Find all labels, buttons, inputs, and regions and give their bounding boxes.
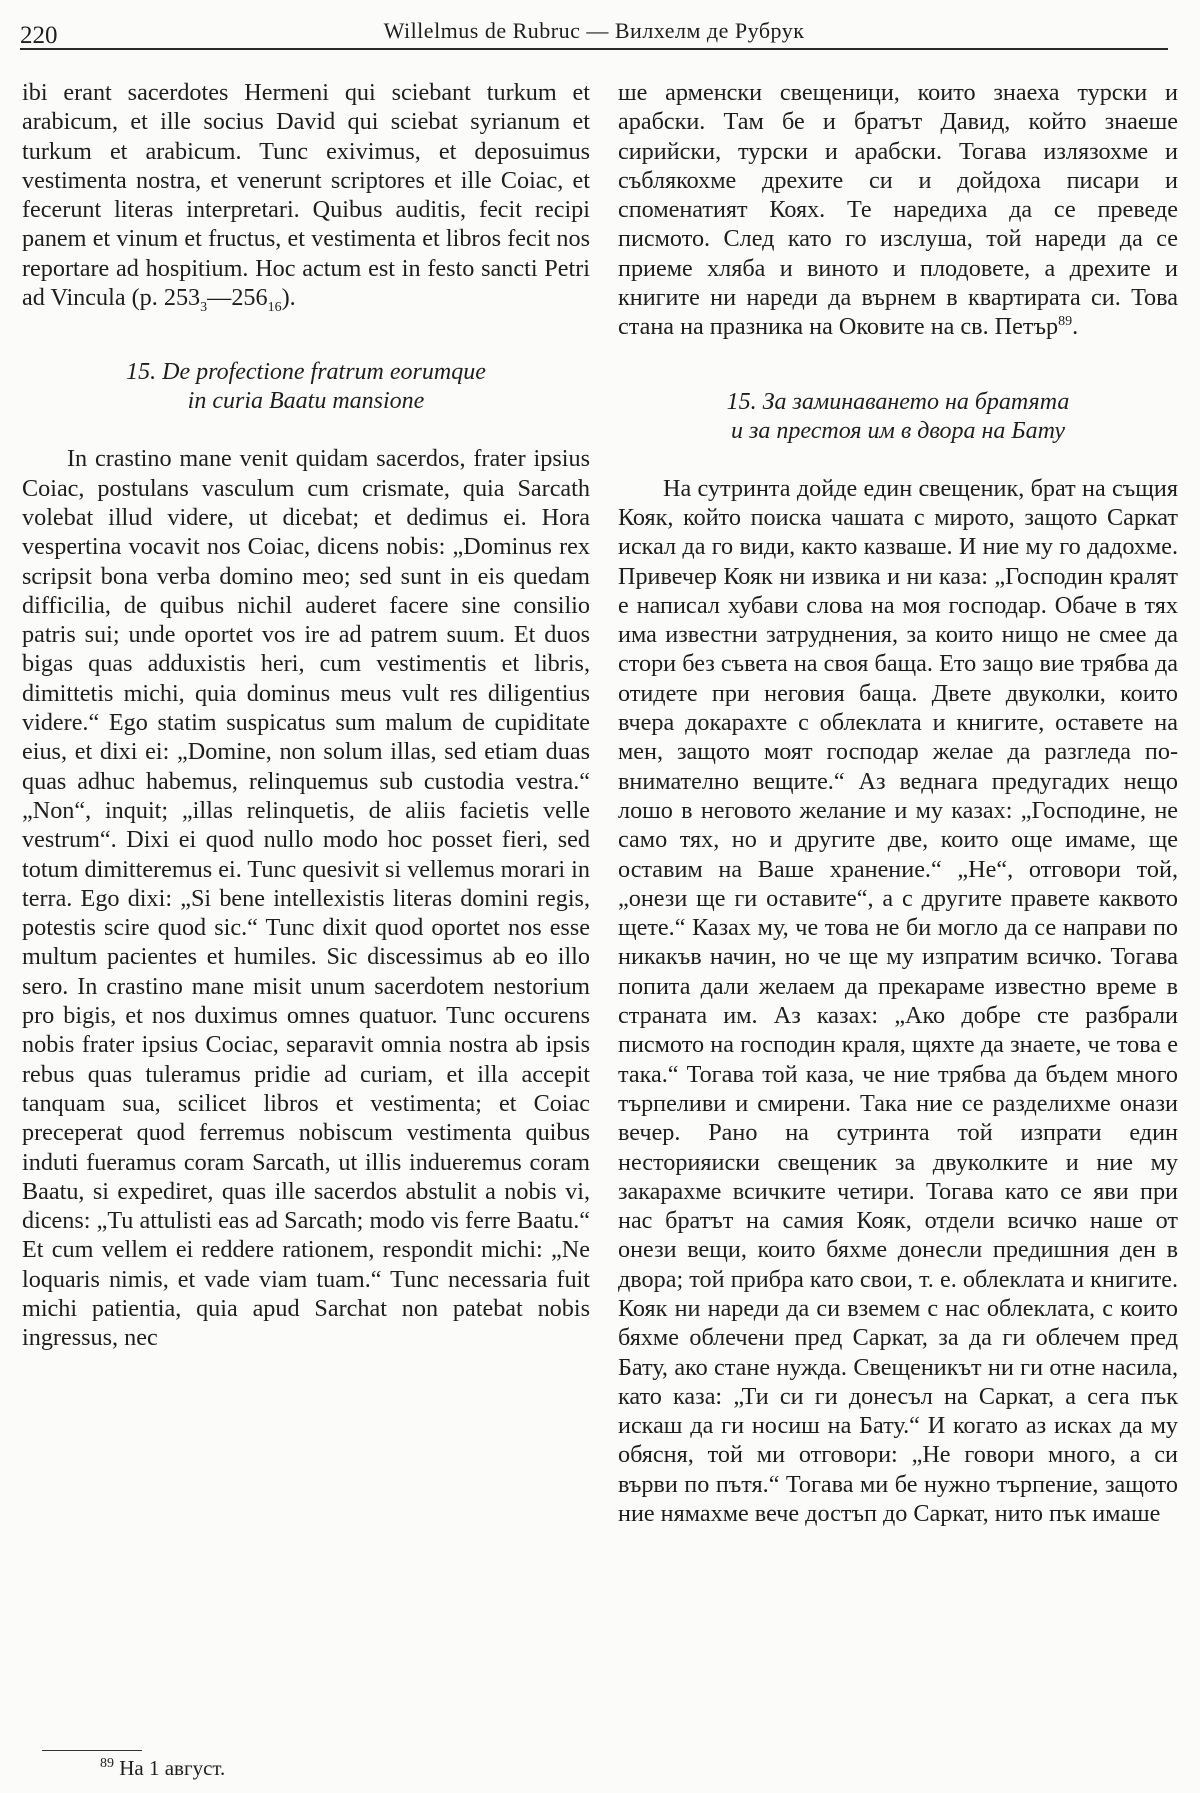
latin-body-paragraph: In crastino mane venit quidam sacerdos, frater ipsius Coiac, postulans vasculum cum crismate, quia Sarcath volebat illud videre, ut dicebat; et dedimus ei. Hora vespertina vocavit nos Coiac, dicens nobis: „Dominus rex scripsit bona verba domino meo; sed sunt in eis quedam difficilia, de quibus nichil auderet facere sine consilio patris sui; unde oportet vos ire ad patrem suum. Et duos bigas quas adduxistis heri, cum vestimentis et libris, dimittetis michi, quia dominus meus vult res diligentius videre.“ Ego statim suspicatus sum malum de cupiditate eius, et dixi ei: „Domine, non solum illas, sed etiam duas quas adhuc habemus, relinquemus sub custodia vestra.“ „Non“, inquit; „illas relinquetis, de aliis facietis velle vestrum“. Dixi ei quod nullo modo hoc posset fieri, sed totum dimitteremus ei. Tunc quesivit si vellemus morari in terra. Ego dixi: „Si bene intellexistis literas domini regis, potestis scire quod sic.“ Tunc dixit quod oportet nos esse multum pacientes et humiles. Sic discessimus ab eo illo sero. In crastino mane misit unum sacerdotem nestorium pro bigis, et nos duximus omnes quatuor. Tunc occurens nobis frater ipsius Cociac, separavit omnia nostra ab ipsis rebus quas tuleramus pridie ad curiam, et illa accepit tanquam sua, scilicet libros et vestimenta; et Coiac preceperat quod ferremus nobiscum vestimenta quibus induti fueramus coram Sarcath, ut illis indueremus coram Baatu, si expediret, quas ille sacerdos abstulit a nobis vi, dicens: „Tu attulisti eas ad Sarcath; modo vis ferre Baatu.“ Et cum vellem ei reddere rationem, respondit michi: „Ne loquaris nimis, et vade viam tuam.“ Tunc necessaria fuit michi patientia, quia apud Sarchat non patebat nobis ingressus, nec — [22, 445, 590, 1352]
bulgarian-body-paragraph: На сутринта дойде един свещеник, брат на същия Кояк, който поиска чашата с мирото, защото Саркат искал да го види, както казваше. И ние му го дадохме. Привечер Кояк ни извика и ни каза: „Господин кралят е написал хубави слова на моя господар. Обаче в тях има известни затруднения, за които нищо не смее да стори без съвета на своя баща. Ето защо вие трябва да отидете при неговия баща. Двете двуколки, които вчера докарахте с облеклата и книгите, оставете на мен, защото моят господар желае да разгледа по-внимателно вещите.“ Аз веднага предугадих нещо лошо в неговото желание и му казах: „Господине, не само тях, но и другите две, които още имаме, ще оставим на Ваше хранение.“ „Не“, отговори той, „онези ще ги оставите“, а с другите правете каквото щете.“ Казах му, че това не би могло да се направи по никакъв начин, но че ще му изпратим всичко. Тогава попита дали желаем да прекараме известно време в страната им. Аз казах: „Ако добре сте разбрали писмото на господин краля, щяхте да знаете, че това е така.“ Тогава той каза, че ние трябва да бъдем много търпеливи и смирени. Така ние се разделихме онази вечер. Рано на сутринта той изпрати един несторияиски свещеник за двуколките и ние му закарахме всичките четири. Тогава като се яви при нас братът на самия Кояк, отдели всичко наше от онези вещи, които бяхме донесли предишния ден в двора; той прибра като свои, т. е. облеклата и книгите. Кояк ни нареди да си вземем с нас облеклата, с които бяхме облечени пред Саркат, за да ги облечем пред Бату, ако стане нужда. Свещеникът ни ги отне насила, като каза: „Ти си ги донесъл на Саркат, а сега пък искаш да ги носиш на Бату.“ И когато аз исках да му обясня, той ми отговори: „Не говори много, а си върви по пътя.“ Тогава ми бе нужно търпение, защото ние нямахме вече достъп до Саркат, нито пък имаше — [618, 474, 1178, 1528]
footnote-number: 89 — [100, 1756, 114, 1771]
running-title: Willelmus de Rubruc — Вилхелм де Рубрук — [383, 18, 805, 43]
latin-intro-text: ibi erant sacerdotes Hermeni qui sciebant turkum et arabicum, et ille socius David qui sciebat syrianum et turkum et arabicum. Tunc exivimus, et deposuimus vestimenta nostra, et venerunt scriptores et ille Coiac, et fecerunt literas interpretari. Quibus auditis, fecit recipi panem et vinum et fructus, et vestimenta et libros fecit nos reportare ad hospitium. Hoc actum est in festo sancti Petri ad Vincula — [22, 79, 590, 312]
latin-heading-line-2: in curia Baatu mansione — [187, 388, 425, 415]
bulgarian-heading-line-2: и за престоя им в двора на Бату — [731, 417, 1065, 444]
bulgarian-column — [618, 78, 1178, 1528]
latin-column — [22, 78, 590, 1353]
footnote-marker[interactable]: 89 — [1058, 314, 1073, 330]
page-reference: (p. $253_3—256_{16}$). — [131, 284, 296, 315]
bulgarian-intro-text: ше арменски свещеници, които знаеха турски и арабски. Там бе и братът Давид, който знаеше сирийски, турски и арабски. Тогава излязохме и съблякохме дрехите си и дойдоха писари и споменатият Коях. Те наредиха да се преведе писмото. След като го изслуша, той нареди да се приеме хляба и виното и плодовете, а дрехите и книгите ни нареди да върнем в квартирата си. Това стана на празника на Оковите на св. Петър — [618, 79, 1178, 341]
page-number: 220 — [20, 22, 58, 49]
bulgarian-intro-paragraph: ше арменски свещеници, които знаеха турски и арабски. Там бе и братът Давид, който знаеше сирийски, турски и арабски. Тогава излязохме и съблякохме дрехите си и дойдоха писари и споменатият Коях. Те наредиха да се преведе писмото. След като го изслуша, той нареди да се приеме хляба и виното и плодовете, а дрехите и книгите ни нареди да върнем в квартирата си. Това стана на празника на Оковите на св. Петър$^{89}$. — [618, 79, 1178, 341]
latin-heading-line-1: 15. De profectione fratrum eorumque — [126, 359, 486, 386]
latin-intro-paragraph — [22, 78, 590, 315]
footnote — [100, 1756, 225, 1781]
footnote-text: На 1 август. — [114, 1756, 226, 1780]
page-header — [20, 14, 1168, 50]
latin-section-heading — [22, 358, 590, 416]
footnote-divider — [42, 1750, 142, 1751]
bulgarian-section-heading — [618, 388, 1178, 446]
bulgarian-heading-line-1: 15. За заминаването на братята — [726, 388, 1070, 415]
